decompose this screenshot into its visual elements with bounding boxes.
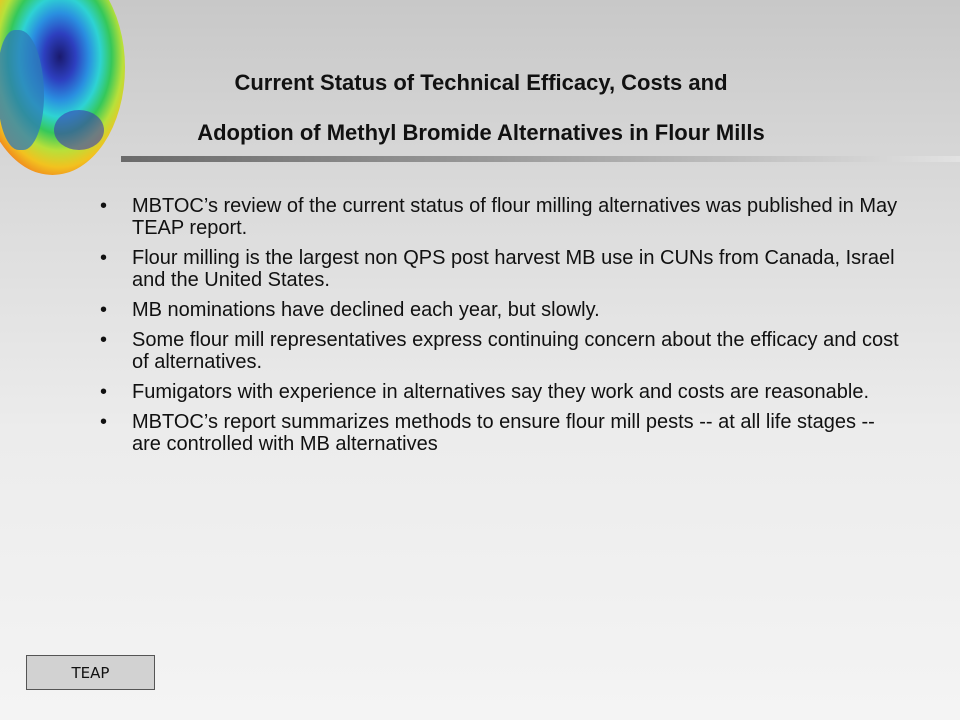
bullet-list <box>100 195 900 463</box>
bullet-item <box>100 299 900 321</box>
bullet-marker: • <box>100 195 108 217</box>
bullet-text: Flour milling is the largest non QPS post harvest MB use in CUNs from Canada, Israel and the United States. <box>132 247 895 291</box>
bullet-marker: • <box>100 247 108 269</box>
bullet-item <box>100 195 900 239</box>
bullet-item <box>100 381 900 403</box>
bullet-marker: • <box>100 411 108 433</box>
bullet-marker: • <box>100 299 108 321</box>
bullet-marker: • <box>100 381 108 403</box>
bullet-text: Some flour mill representatives express continuing concern about the efficacy and cost of alternatives. <box>132 329 899 373</box>
slide-title <box>66 58 896 158</box>
bullet-item <box>100 411 900 455</box>
bullet-item <box>100 247 900 291</box>
bullet-text: Fumigators with experience in alternatives say they work and costs are reasonable. <box>132 381 870 403</box>
title-line-1: Current Status of Technical Efficacy, Costs and <box>234 70 728 95</box>
bullet-item <box>100 329 900 373</box>
footer-teap-label: TEAP <box>26 655 155 690</box>
title-line-2: Adoption of Methyl Bromide Alternatives in Flour Mills <box>197 120 765 145</box>
bullet-text: MB nominations have declined each year, but slowly. <box>132 299 600 321</box>
bullet-marker: • <box>100 329 108 351</box>
bullet-text: MBTOC’s review of the current status of flour milling alternatives was published in May TEAP report. <box>132 195 898 239</box>
title-underline-rule <box>121 156 960 162</box>
globe-landmass <box>0 30 44 150</box>
bullet-text: MBTOC’s report summarizes methods to ensure flour mill pests -- at all life stages -- are controlled with MB alternatives <box>132 411 875 455</box>
